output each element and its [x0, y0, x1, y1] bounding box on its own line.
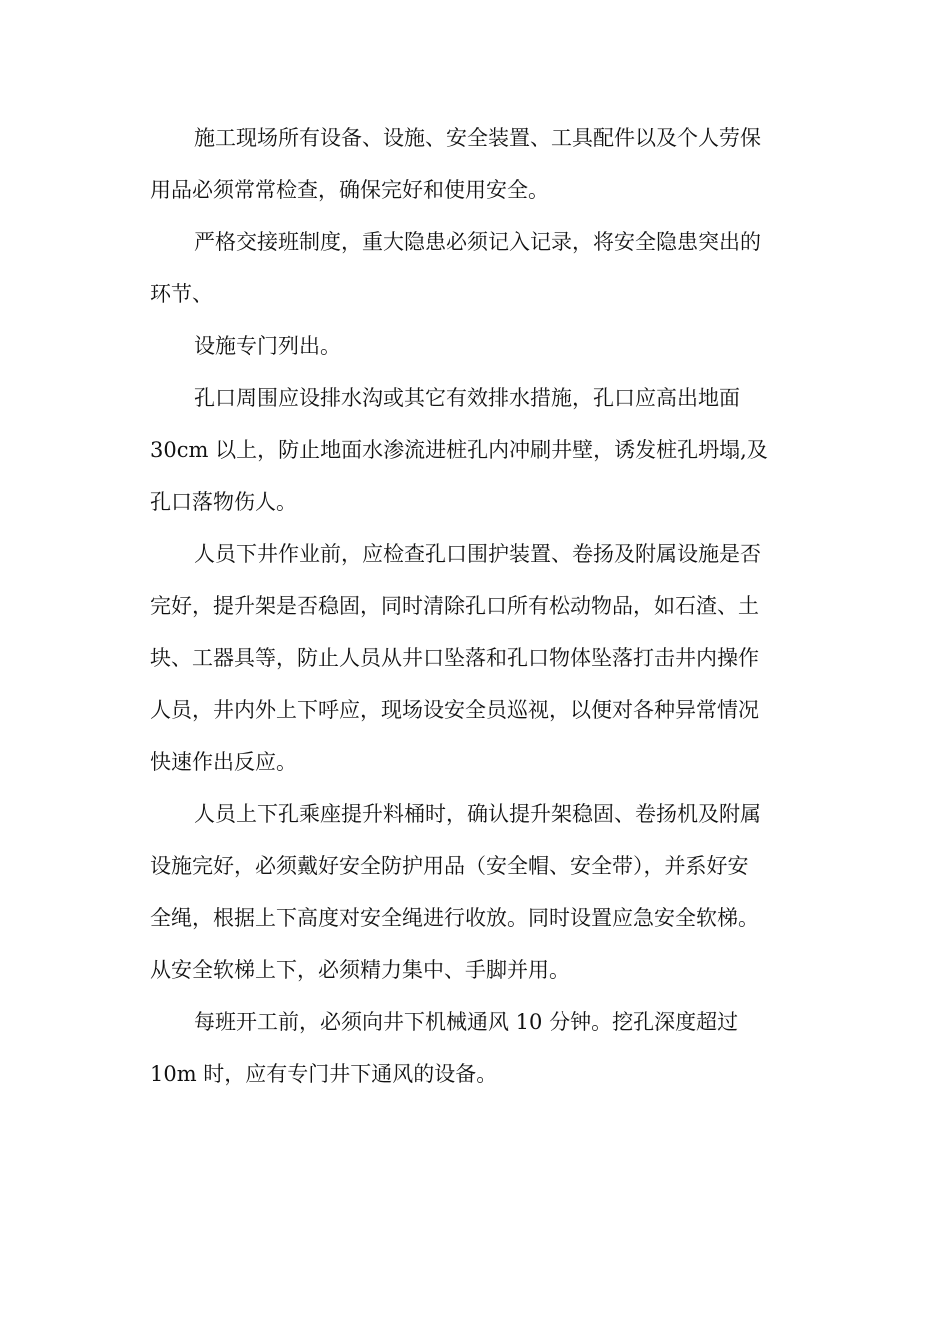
paragraph-facilities-listed — [150, 320, 800, 372]
text-line: 人员下井作业前，应检查孔口围护装置、卷扬及附属设施是否 — [194, 542, 761, 566]
text-line: 严格交接班制度，重大隐患必须记入记录，将安全隐患突出的 — [194, 230, 761, 254]
text-line: 完好，提升架是否稳固，同时清除孔口所有松动物品，如石渣、土 — [150, 594, 759, 618]
text-line: 人员，井内外上下呼应，现场设安全员巡视，以便对各种异常情况 — [150, 698, 759, 722]
text-line: 孔口周围应设排水沟或其它有效排水措施，孔口应高出地面 — [194, 386, 740, 410]
text-line: 环节、 — [150, 282, 213, 306]
paragraph-drainage — [150, 372, 800, 528]
text-line: 设施完好，必须戴好安全防护用品（安全帽、安全带），并系好安 — [150, 854, 749, 878]
paragraph-equipment-inspection — [150, 112, 800, 216]
text-line: 施工现场所有设备、设施、安全装置、工具配件以及个人劳保 — [194, 126, 761, 150]
text-line: 全绳，根据上下高度对安全绳进行收放。同时设置应急安全软梯。 — [150, 906, 759, 930]
paragraph-pre-descent-check — [150, 528, 800, 788]
text-line: 人员上下孔乘座提升料桶时，确认提升架稳固、卷扬机及附属 — [194, 802, 761, 826]
document-body — [150, 112, 800, 1100]
text-line: 孔口落物伤人。 — [150, 490, 297, 514]
text-line: 从安全软梯上下，必须精力集中、手脚并用。 — [150, 958, 570, 982]
paragraph-hoist-bucket-safety — [150, 788, 800, 996]
text-line: 10m 时，应有专门井下通风的设备。 — [150, 1062, 498, 1086]
text-line: 30cm 以上，防止地面水渗流进桩孔内冲刷井壁，诱发桩孔坍塌,及 — [150, 438, 768, 462]
paragraph-shift-handover — [150, 216, 800, 320]
text-line: 每班开工前，必须向井下机械通风 10 分钟。挖孔深度超过 — [194, 1010, 739, 1034]
text-line: 块、工器具等，防止人员从井口坠落和孔口物体坠落打击井内操作 — [150, 646, 759, 670]
paragraph-ventilation — [150, 996, 800, 1100]
text-line: 设施专门列出。 — [194, 334, 341, 358]
text-line: 快速作出反应。 — [150, 750, 297, 774]
text-line: 用品必须常常检查，确保完好和使用安全。 — [150, 178, 549, 202]
